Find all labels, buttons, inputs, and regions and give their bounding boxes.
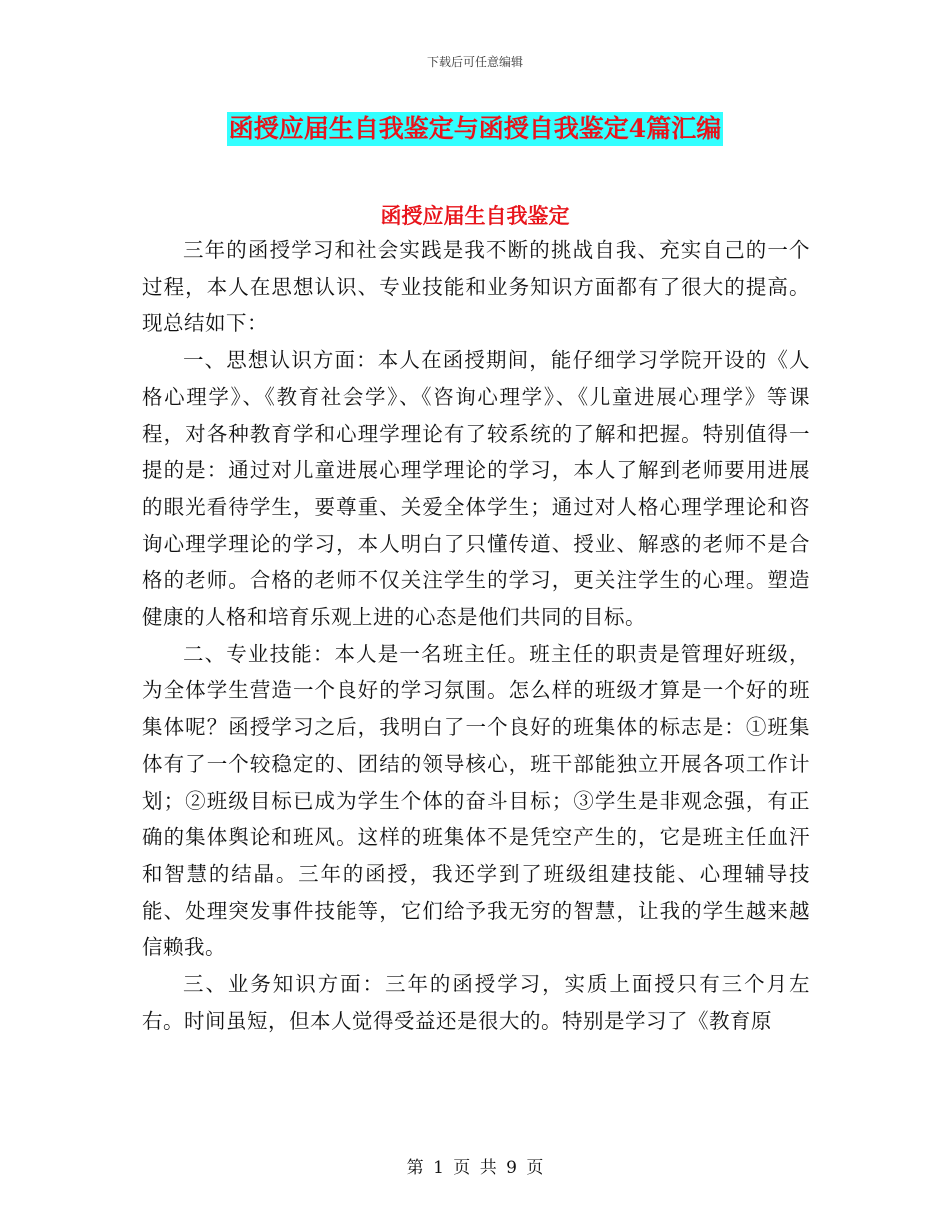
document-title: 函授应届生自我鉴定与函授自我鉴定4篇汇编 [227,112,723,146]
section-title: 函授应届生自我鉴定 [380,203,570,228]
paragraph-professional-skills: 二、专业技能：本人是一名班主任。班主任的职责是管理好班级，为全体学生营造一个良好的学习氛围。怎么样的班级才算是一个好的班集体呢？函授学习之后，我明白了一个良好的班集体的标志是：①班集体有了一个较稳定的、团结的领导核心，班干部能独立开展各项工作计划；②班级目标已成为学生个体的奋斗目标；③学生是非观念强，有正确的集体舆论和班风。这样的班集体不是凭空产生的，它是班主任血汗和智慧的结晶。三年的函授，我还学到了班级组建技能、心理辅导技能、处理突发事件技能等，它们给予我无穷的智慧，让我的学生越来越信赖我。 [142,641,810,960]
paragraph-ideology: 一、思想认识方面：本人在函授期间，能仔细学习学院开设的《人格心理学》、《教育社会学》、《咨询心理学》、《儿童进展心理学》等课程，对各种教育学和心理学理论有了较系统的了解和把握。特别值得一提的是：通过对儿童进展心理学理论的学习，本人了解到老师要用进展的眼光看待学生，要尊重、关爱全体学生；通过对人格心理学理论和咨询心理学理论的学习，本人明白了只懂传道、授业、解惑的老师不是合格的老师。合格的老师不仅关注学生的学习，更关注学生的心理。塑造健康的人格和培育乐观上进的心态是他们共同的目标。 [142,348,810,630]
document-body [142,232,810,1039]
paragraph-intro: 三年的函授学习和社会实践是我不断的挑战自我、充实自己的一个过程，本人在思想认识、专业技能和业务知识方面都有了很大的提高。现总结如下： [142,238,810,336]
document-title-container [0,112,950,146]
paragraph-business-knowledge: 三、业务知识方面：三年的函授学习，实质上面授只有三个月左右。时间虽短，但本人觉得受益还是很大的。特别是学习了《教育原 [142,972,810,1033]
header-note: 下载后可任意编辑 [426,55,523,69]
page-number-footer: 第 1 页 共 9 页 [406,1158,544,1178]
